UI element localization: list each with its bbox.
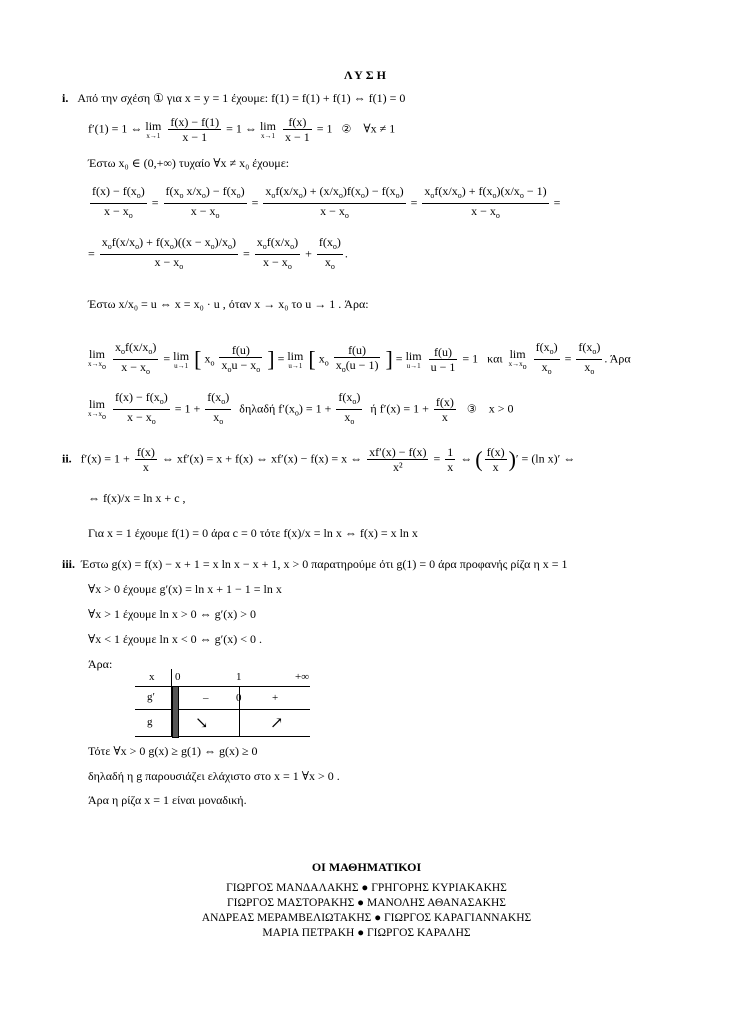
part3-ara: Άρα: [88,657,113,671]
part1-result-line: lim x→xo $\frac{f(x) - f(x_o)}{x - x_o}$ = 1 + $\frac{f(x_o)}{x_o}$ δηλαδή $f'(x_o) = 1$ + $\frac{f(x_o)}{x_o}$ ή f′(x) = 1 + $\frac{f(x)}{x}$ ③ x > 0 [88,390,514,426]
part1-intro-line [62,90,405,106]
part3-line-1 [62,556,568,572]
part3-line-6: δηλαδή η g παρουσιάζει ελάχιστο στο x = 1 ∀x > 0 . [88,769,340,783]
table-row-x: x [149,671,155,683]
table-val-1: 1 [236,671,242,683]
fraction: $\frac{f(x) - f(1)}{x - 1}$ [170,115,220,144]
limit-symbol: lim x→1 [145,118,162,140]
part3-line-2: ∀x > 0 έχουμε g′(x) = ln x + 1 − 1 = ln x [88,582,282,596]
table-minus: – [203,692,209,704]
footer-names-line-1: ΓΙΩΡΓΟΣ ΜΑΝΔΑΛΑΚΗΣ ● ΓΡΗΓΟΡΗΣ ΚΥΡΙΑΚΑΚΗΣ [226,882,507,894]
footer-names-line-3: ΑΝΔΡΕΑΣ ΜΕΡΑΜΒΕΛΙΩΤΑΚΗΣ ● ΓΙΩΡΓΟΣ ΚΑΡΑΓΙΑΝΝΑΚΗΣ [201,912,532,924]
part2-label: ii. [62,451,72,466]
part2-line-3: Για x = 1 έχουμε f(1) = 0 άρα c = 0 τότε f(x)/x = ln x ⇔ f(x) = x ln x [88,526,418,540]
footer-names-line-2: ΓΙΩΡΓΟΣ ΜΑΣΤΟΡΑΚΗΣ ● ΜΑΝΟΛΗΣ ΑΘΑΝΑΣΑΚΗΣ [227,897,506,909]
variation-table [135,669,310,737]
table-val-inf: +∞ [295,671,310,683]
table-row-g: g [147,716,153,728]
and-word: και [487,351,503,366]
part1-derivative-line: f′(1) = 1 ⇔ lim x→1 $\frac{f(x) - f(1)}{x - 1}$ = 1 ⇔ lim x→1 $\frac{f(x)}{x - 1}$ = 1 ② ∀x ≠ 1 [88,115,396,144]
condition: x > 0 [488,401,514,416]
limit-symbol: lim x→1 [259,118,276,140]
part1-equation-1: $\frac{f(x) - f(x_o)}{x - x_o}$ = $\frac{f(x_o x/x_o) - f(x_o)}{x - x_o}$ = $\frac{x_of(x/x_o) + (x/x_o)f(x_o) - f(x_o)}{x - x_o}$ = $\frac{x_of(x/x_o) + f(x_o)(x/x_o - 1)}{x - x_o}$ = [92,184,561,220]
part3-line-7: Άρα η ρίζα x = 1 είναι μοναδική. [88,793,247,807]
part1-limit-line: lim x→xo $\frac{x_of(x/x_o)}{x - x_o}$ = lim u→1 [ $x_o$ $\frac{f(u)}{x_ou - x_o}$ ] = lim u→1 [ $x_o$ $\frac{f(u)}{x_o(u - 1)}$ ] = lim u→1 $\frac{f(u)}{u - 1}$ = 1 και lim x→xo $\frac{f(x_o)}{x_o}$ = $\frac{f(x_o)}{x_o}$ . Άρα [88,340,631,376]
part1-label: i. [62,91,69,105]
part3-label: iii. [62,557,76,571]
part3-line-1-text: Έστω g(x) = f(x) − x + 1 = x ln x − x + 1, x > 0 παρατηρούμε ότι g(1) = 0 άρα προφανής ρίζα η x = 1 [81,557,568,571]
part1-intro-text: Από την σχέση ① για x = y = 1 έχουμε: f(1) = f(1) + f(1) ⇔ f(1) = 0 [77,91,406,105]
part1-let-x0: Έστω x₀ ∈ (0,+∞) τυχαίο ∀x ≠ x₀ έχουμε: [88,156,290,170]
page-title: ΛΥΣΗ [344,68,389,82]
fraction: $\frac{f(x)}{x - 1}$ [284,115,310,144]
part1-equation-2: = $\frac{x_of(x/x_o) + f(x_o)((x - x_o)/x_o)}{x - x_o}$ = $\frac{x_of(x/x_o)}{x - x_o}$ + $\frac{f(x_o)}{x_o}$ . [88,235,348,271]
decreasing-arrow-icon: ↘ [195,715,209,732]
or-word: ή [370,401,377,416]
table-plus: + [272,692,279,704]
footer-names-line-4: ΜΑΡΙΑ ΠΕΤΡΑΚΗ ● ΓΙΩΡΓΟΣ ΚΑΡΑΛΗΣ [262,927,471,939]
table-val-0: 0 [175,671,181,683]
part1-substitution: Έστω x/x₀ = u ⇔ x = x₀ · u , όταν x → x₀ το u → 1 . Άρα: [88,297,369,311]
meaning-word: δηλαδή [239,401,276,416]
part3-line-4: ∀x < 1 έχουμε ln x < 0 ⇔ g′(x) < 0 . [88,632,263,646]
table-row-gprime: g′ [147,691,155,703]
therefore-word: Άρα [609,351,631,366]
table-zero: 0 [236,692,242,704]
part2-line-1: ii. f′(x) = 1 + $\frac{f(x)}{x}$ ⇔ xf′(x) = x + f(x) ⇔ xf′(x) − f(x) = x ⇔ $\frac{xf'(x) - f(x)}{\text{x²}}$ = $\frac{1}{x}$ ⇔ ( $\frac{f(x)}{x}$ )′ = (ln x)′ ⇔ [62,445,576,474]
increasing-arrow-icon: ↗ [270,715,284,732]
part3-line-3: ∀x > 1 έχουμε ln x > 0 ⇔ g′(x) > 0 [88,607,257,621]
mark-3: ③ [466,403,477,416]
part2-line-2: ⇔ f(x)/x = ln x + c , [88,491,186,505]
part3-line-5: Τότε ∀x > 0 g(x) ≥ g(1) ⇔ g(x) ≥ 0 [88,744,258,758]
footer-heading: ΟΙ ΜΑΘΗΜΑΤΙΚΟΙ [311,860,422,874]
